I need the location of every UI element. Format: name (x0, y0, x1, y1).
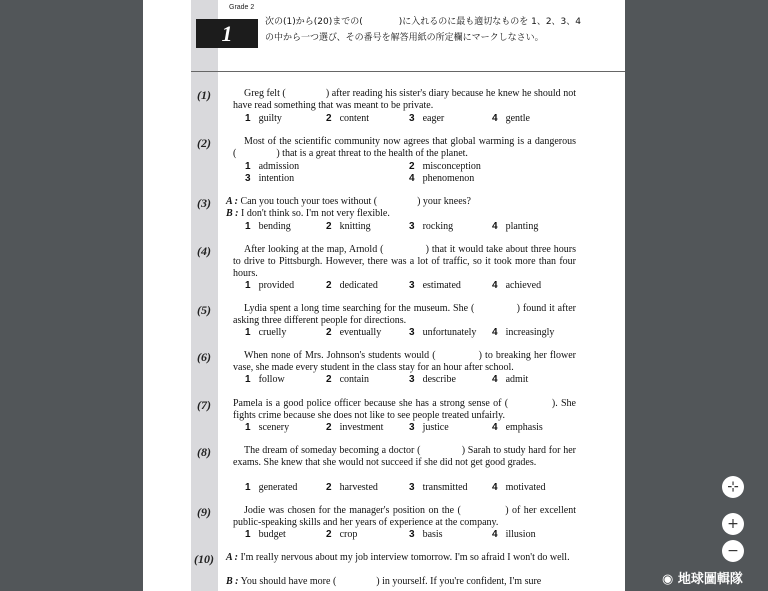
question-text: The dream of someday becoming a doctor ( ) Sarah to study hard for her exams. She knew that she would not succeed if she did not get good grades. (233, 445, 576, 468)
option-2: 2 harvested (326, 482, 378, 493)
option-4: 4 planting (492, 221, 539, 232)
options-row (143, 529, 625, 541)
section-header (143, 0, 625, 72)
globe-icon: ◉ (662, 572, 674, 587)
options-row (143, 113, 625, 125)
question-text: Lydia spent a long time searching for the museum. She ( ) found it after asking three different people for directions. (233, 303, 576, 326)
fit-page-icon: ⊹ (727, 479, 739, 495)
option-1: 1 guilty (245, 113, 282, 124)
question-number: (6) (197, 350, 211, 364)
speaker-b: B : (226, 208, 239, 219)
question-number: (2) (197, 136, 211, 150)
option-2: 2 content (326, 113, 369, 124)
question-number: (9) (197, 505, 211, 519)
zoom-out-icon: − (727, 543, 739, 559)
dialogue-line-a: A : I'm really nervous about my job interview tomorrow. I'm so afraid I won't do well. (226, 552, 570, 563)
option-2: 2 dedicated (326, 280, 378, 291)
question-text: Greg felt ( ) after reading his sister's diary because he knew he should not have read something that was meant to be private. (233, 88, 576, 111)
option-2: 2 knitting (326, 221, 371, 232)
option-4: 4 achieved (492, 280, 542, 291)
options-row (143, 422, 625, 434)
option-1: 1 cruelly (245, 327, 287, 338)
options-row-b (143, 173, 625, 185)
section-number-box: 1 (196, 19, 258, 48)
options-row (143, 482, 625, 494)
options-row-a (143, 161, 625, 173)
question-number: (7) (197, 398, 211, 412)
option-2: 2 crop (326, 529, 358, 540)
question-number: (8) (197, 445, 211, 459)
option-3: 3 transmitted (409, 482, 468, 493)
dialogue-line-a: A : Can you touch your toes without ( ) your knees? (226, 196, 471, 207)
option-4: 4 phenomenon (409, 173, 475, 184)
option-3: 3 intention (245, 173, 295, 184)
question-number: (3) (197, 196, 211, 210)
zoom-out-button[interactable] (722, 540, 744, 562)
document-page (143, 0, 625, 591)
zoom-in-button[interactable] (722, 513, 744, 535)
option-2: 2 contain (326, 374, 369, 385)
question-number: (10) (194, 552, 214, 566)
option-1: 1 follow (245, 374, 285, 385)
option-3: 3 describe (409, 374, 456, 385)
option-1: 1 budget (245, 529, 286, 540)
speaker-b: B : (226, 576, 239, 587)
question-text: Pamela is a good police officer because she has a strong sense of ( ). She fights crime because she does not like to see people treated unfairly. (233, 398, 576, 421)
section-instruction: 次の(1)から(20)までの( )に入れるのに最も適切なものを 1、2、3、4 の中から一つ選び、その番号を解答用紙の所定欄にマークしなさい。 (265, 17, 582, 43)
option-4: 4 gentle (492, 113, 530, 124)
option-1: 1 admission (245, 161, 300, 172)
option-2: 2 investment (326, 422, 384, 433)
option-3: 3 eager (409, 113, 445, 124)
watermark: ◉ 地球圖輯隊 (662, 572, 743, 587)
question-text: After looking at the map, Arnold ( ) that it would take about three hours to drive to Pittsburgh. However, there was a lot of traffic, so it took more than four hours. (233, 244, 576, 279)
options-row (143, 374, 625, 386)
zoom-in-icon: + (727, 516, 739, 532)
option-4: 4 illusion (492, 529, 536, 540)
option-1: 1 generated (245, 482, 298, 493)
option-1: 1 provided (245, 280, 295, 291)
option-3: 3 rocking (409, 221, 454, 232)
options-row (143, 221, 625, 233)
option-3: 3 basis (409, 529, 443, 540)
question-number: (1) (197, 88, 211, 102)
option-4: 4 admit (492, 374, 529, 385)
option-4: 4 emphasis (492, 422, 543, 433)
question-number: (5) (197, 303, 211, 317)
option-2: 2 eventually (326, 327, 382, 338)
option-1: 1 bending (245, 221, 291, 232)
option-4: 4 increasingly (492, 327, 555, 338)
option-1: 1 scenery (245, 422, 290, 433)
question-text: Most of the scientific community now agrees that global warming is a dangerous ( ) that is a great threat to the health of the planet. (233, 136, 576, 159)
question-text: Jodie was chosen for the manager's position on the ( ) of her excellent public-speaking skills and her years of experience at the company. (233, 505, 576, 528)
option-4: 4 motivated (492, 482, 546, 493)
header-divider (191, 71, 625, 72)
question-number: (4) (197, 244, 211, 258)
option-3: 3 justice (409, 422, 449, 433)
option-3: 3 unfortunately (409, 327, 477, 338)
dialogue-line-b: B : You should have more ( ) in yourself. If you're confident, I'm sure (226, 576, 542, 587)
option-3: 3 estimated (409, 280, 461, 291)
fit-page-button[interactable] (722, 476, 744, 498)
grade-label: Grade 2 (229, 4, 255, 11)
speaker-a: A : (226, 552, 238, 563)
question-text: When none of Mrs. Johnson's students would ( ) to breaking her flower vase, she made every student in the class stay for an hour after school. (233, 350, 576, 373)
option-2: 2 misconception (409, 161, 481, 172)
options-row (143, 280, 625, 292)
options-row (143, 327, 625, 339)
speaker-a: A : (226, 196, 238, 207)
dialogue-line-b: B : I don't think so. I'm not very flexible. (226, 208, 390, 219)
